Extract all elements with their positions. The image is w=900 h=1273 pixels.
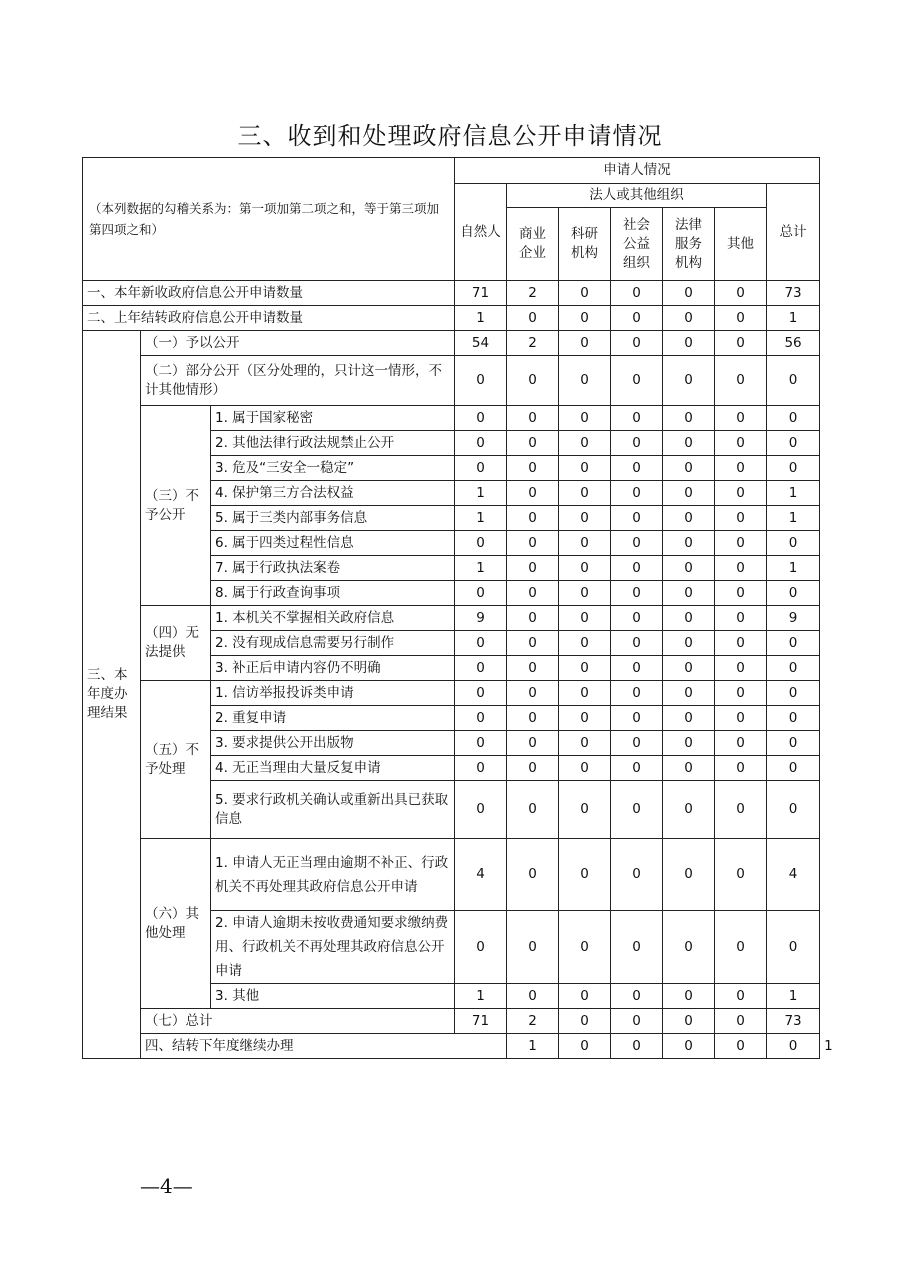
cell-value: 0 [767, 431, 820, 456]
cell-value: 9 [767, 606, 820, 631]
cell-value: 2 [507, 281, 559, 306]
cell-value: 0 [455, 731, 507, 756]
header-social: 社会公益组织 [611, 208, 663, 281]
cell-value: 0 [559, 606, 611, 631]
cell-value: 0 [507, 306, 559, 331]
cell-value: 0 [715, 756, 767, 781]
cell-value: 1 [507, 1034, 559, 1059]
cell-value: 0 [559, 984, 611, 1009]
cell-value: 0 [507, 984, 559, 1009]
cell-value: 0 [715, 1009, 767, 1034]
cell-value: 2 [507, 331, 559, 356]
cell-value: 0 [507, 839, 559, 911]
cell-value: 0 [715, 581, 767, 606]
cell-value: 0 [611, 281, 663, 306]
cell-value: 0 [663, 531, 715, 556]
cell-value: 1 [767, 481, 820, 506]
item-label: 3. 要求提供公开出版物 [211, 731, 455, 756]
cell-value: 1 [455, 506, 507, 531]
cell-value: 0 [715, 456, 767, 481]
cell-value: 0 [559, 1009, 611, 1034]
cell-value: 0 [507, 911, 559, 984]
cell-value: 54 [455, 331, 507, 356]
government-info-table: （本列数据的勾稽关系为：第一项加第二项之和，等于第三项加第四项之和） 申请人情况 自然人 法人或其他组织 总计 商业企业 科研机构 社会公益组织 法律服务机构 其他 一、本年新收政府信息公开申请数量 71 2 0 0 0 0 73 二、上年结转政府信息公开申请数量 1 0 0 0 0 0 1 三、本年度办理结果 （一）予以公开 54 2 0 0 0 0 56 （二）部分公开（区分处理的，只计这一情形，不计其他情形） 0 0 0 0 0 0 0 （三）不予公开 1. 属于国家秘密 0 0 0 0 0 0 0 2. 其他法律行政法规禁止公开 0 0 0 0 0 0 0 3. 危及“三安全一稳定” 0 0 0 0 0 0 0 4. 保护第三方合法权益 1 0 0 0 0 0 1 5. 属于三类内部事务信息 1 0 0 0 0 0 1 6. 属于四类过程性信息 0 0 0 0 0 0 0 7. 属于行政执法案卷 1 0 0 0 0 0 1 8. 属于行政查询事项 0 0 0 0 0 0 0 （四）无法提供 1. 本机关不掌握相关政府信息 9 0 0 0 0 0 9 2. 没有现成信息需要另行制作 0 0 0 0 0 0 0 3. 补正后申请内容仍不明确 0 0 0 0 0 0 0 （五）不予处理 1. 信访举报投诉类申请 0 0 0 0 0 0 0 2. 重复申请 0 0 0 0 0 0 0 3. 要求提供公开出版物 0 0 0 0 0 0 0 4. 无正当理由大量反复申请 0 0 0 0 0 0 0 5. 要求行政机关确认或重新出具已获取信息 0 0 0 0 0 0 0 （六）其他处理 1. 申请人无正当理由逾期不补正、行政机关不再处理其政府信息公开申请 4 0 0 0 0 0 4 2. 申请人逾期未按收费通知要求缴纳费用、行政机关不再处理其政府信息公开申请 0 0 0 0 0 0 0 3. 其他 1 0 0 0 0 0 1 （七）总计 71 2 0 0 0 0 73 四、结转下年度继续办理 1 0 0 0 0 0 1 [82, 157, 820, 1059]
cell-value: 0 [715, 331, 767, 356]
cell-value: 0 [611, 706, 663, 731]
item-label: 3. 其他 [211, 984, 455, 1009]
cell-value: 0 [767, 356, 820, 406]
cell-value: 0 [767, 456, 820, 481]
cell-value: 0 [611, 681, 663, 706]
cell-value: 0 [663, 456, 715, 481]
cell-value: 0 [611, 731, 663, 756]
cell-value: 0 [611, 1009, 663, 1034]
page-number: —4— [140, 1174, 193, 1198]
cell-value: 0 [559, 506, 611, 531]
cell-value: 0 [507, 406, 559, 431]
cell-value: 0 [715, 356, 767, 406]
cell-value: 1 [767, 984, 820, 1009]
cell-value: 0 [559, 356, 611, 406]
cell-value: 0 [767, 731, 820, 756]
cell-value: 0 [611, 331, 663, 356]
cell-value: 0 [611, 781, 663, 839]
header-natural-person: 自然人 [455, 184, 507, 281]
row-label: 四、结转下年度继续办理 [141, 1034, 507, 1059]
cell-value: 0 [507, 781, 559, 839]
item-label: 4. 无正当理由大量反复申请 [211, 756, 455, 781]
cell-value: 73 [767, 281, 820, 306]
cell-value: 0 [507, 456, 559, 481]
cell-value: 0 [611, 581, 663, 606]
cell-value: 0 [663, 656, 715, 681]
header-other: 其他 [715, 208, 767, 281]
header-total: 总计 [767, 184, 820, 281]
cell-value: 0 [611, 406, 663, 431]
cell-value: 0 [559, 406, 611, 431]
cell-value: 0 [611, 306, 663, 331]
cell-value: 0 [663, 1009, 715, 1034]
item-label: 4. 保护第三方合法权益 [211, 481, 455, 506]
cell-value: 0 [715, 556, 767, 581]
header-research: 科研机构 [559, 208, 611, 281]
cell-value: 0 [767, 631, 820, 656]
cell-value: 0 [611, 431, 663, 456]
cell-value: 4 [455, 839, 507, 911]
cell-value: 0 [767, 1034, 820, 1059]
cell-value: 0 [611, 656, 663, 681]
cell-value: 0 [767, 531, 820, 556]
cell-value: 0 [663, 839, 715, 911]
cell-value: 0 [715, 911, 767, 984]
cell-value: 0 [715, 281, 767, 306]
cell-value: 0 [559, 481, 611, 506]
cell-value: 0 [455, 756, 507, 781]
cell-value: 0 [767, 756, 820, 781]
item-label: 1. 属于国家秘密 [211, 406, 455, 431]
cell-value: 4 [767, 839, 820, 911]
cell-value: 0 [663, 281, 715, 306]
cell-value: 0 [455, 706, 507, 731]
cell-value: 0 [611, 839, 663, 911]
cell-value: 0 [559, 431, 611, 456]
cell-value: 0 [663, 781, 715, 839]
cell-value: 0 [507, 631, 559, 656]
cell-value: 0 [455, 531, 507, 556]
cell-value: 0 [663, 606, 715, 631]
cell-value: 0 [767, 911, 820, 984]
cell-value: 0 [715, 481, 767, 506]
cell-value: 0 [715, 306, 767, 331]
group-label: （五）不予处理 [141, 681, 211, 839]
group-label: （四）无法提供 [141, 606, 211, 681]
cell-value: 1 [455, 481, 507, 506]
cell-value: 0 [455, 356, 507, 406]
group-label: （六）其他处理 [141, 839, 211, 1009]
item-label: 5. 要求行政机关确认或重新出具已获取信息 [211, 781, 455, 839]
cell-value: 0 [559, 839, 611, 911]
cell-value: 2 [507, 1009, 559, 1034]
item-label: 2. 其他法律行政法规禁止公开 [211, 431, 455, 456]
cell-value: 0 [663, 306, 715, 331]
cell-value: 56 [767, 331, 820, 356]
cell-value: 0 [559, 731, 611, 756]
cell-value: 0 [559, 781, 611, 839]
cell-value: 0 [559, 656, 611, 681]
cell-value: 0 [767, 581, 820, 606]
cell-value: 0 [767, 706, 820, 731]
item-label: 7. 属于行政执法案卷 [211, 556, 455, 581]
cell-value: 0 [663, 506, 715, 531]
cell-value: 9 [455, 606, 507, 631]
section-3-label: 三、本年度办理结果 [83, 331, 141, 1059]
item-label: 5. 属于三类内部事务信息 [211, 506, 455, 531]
cell-value: 0 [715, 531, 767, 556]
header-applicant: 申请人情况 [455, 158, 820, 184]
cell-value: 0 [663, 631, 715, 656]
cell-value: 0 [715, 506, 767, 531]
cell-value: 0 [715, 706, 767, 731]
row-label: （二）部分公开（区分处理的，只计这一情形，不计其他情形） [141, 356, 455, 406]
header-legal-group: 法人或其他组织 [507, 184, 767, 208]
cell-value: 0 [559, 306, 611, 331]
cell-value: 0 [663, 581, 715, 606]
row-label: （一）予以公开 [141, 331, 455, 356]
cell-value: 0 [559, 911, 611, 984]
cell-value: 0 [767, 681, 820, 706]
cell-value: 0 [559, 331, 611, 356]
cell-value: 0 [611, 911, 663, 984]
cell-value: 0 [663, 1034, 715, 1059]
cell-value: 0 [455, 681, 507, 706]
cell-value: 71 [455, 281, 507, 306]
row-label: 一、本年新收政府信息公开申请数量 [83, 281, 455, 306]
cell-value: 0 [715, 431, 767, 456]
cell-value: 0 [611, 481, 663, 506]
cell-value: 0 [611, 984, 663, 1009]
item-label: 6. 属于四类过程性信息 [211, 531, 455, 556]
cell-value: 0 [611, 1034, 663, 1059]
cell-value: 0 [611, 506, 663, 531]
cell-value: 0 [663, 731, 715, 756]
cell-value: 0 [767, 781, 820, 839]
cell-value: 0 [507, 581, 559, 606]
cell-value: 0 [663, 556, 715, 581]
cell-value: 0 [611, 456, 663, 481]
cell-value: 73 [767, 1009, 820, 1034]
item-label: 1. 申请人无正当理由逾期不补正、行政机关不再处理其政府信息公开申请 [211, 839, 455, 911]
cell-value: 0 [559, 631, 611, 656]
cell-value: 0 [507, 706, 559, 731]
item-label: 2. 申请人逾期未按收费通知要求缴纳费用、行政机关不再处理其政府信息公开申请 [211, 911, 455, 984]
item-label: 1. 本机关不掌握相关政府信息 [211, 606, 455, 631]
cell-value: 0 [611, 756, 663, 781]
cell-value: 0 [507, 606, 559, 631]
cell-value: 0 [715, 681, 767, 706]
cell-value: 0 [455, 431, 507, 456]
cell-value: 0 [663, 681, 715, 706]
cell-value: 0 [559, 281, 611, 306]
cell-value: 0 [559, 706, 611, 731]
cell-value: 0 [455, 656, 507, 681]
cell-value: 0 [507, 681, 559, 706]
cell-value: 0 [507, 431, 559, 456]
cell-value: 0 [663, 984, 715, 1009]
item-label: 1. 信访举报投诉类申请 [211, 681, 455, 706]
header-note: （本列数据的勾稽关系为：第一项加第二项之和，等于第三项加第四项之和） [83, 158, 455, 281]
cell-value: 0 [559, 1034, 611, 1059]
cell-value: 0 [767, 656, 820, 681]
cell-value: 1 [767, 306, 820, 331]
cell-value: 1 [455, 556, 507, 581]
header-business: 商业企业 [507, 208, 559, 281]
cell-value: 0 [663, 911, 715, 984]
cell-value: 0 [559, 556, 611, 581]
cell-value: 0 [715, 406, 767, 431]
cell-value: 1 [767, 556, 820, 581]
cell-value: 0 [559, 531, 611, 556]
cell-value: 0 [559, 456, 611, 481]
cell-value: 0 [507, 656, 559, 681]
cell-value: 0 [507, 556, 559, 581]
cell-value: 0 [455, 406, 507, 431]
cell-value: 0 [559, 756, 611, 781]
cell-value: 0 [715, 631, 767, 656]
cell-value: 0 [455, 911, 507, 984]
cell-value: 0 [507, 756, 559, 781]
cell-value: 0 [715, 839, 767, 911]
cell-value: 71 [455, 1009, 507, 1034]
cell-value: 1 [455, 984, 507, 1009]
cell-value: 1 [767, 506, 820, 531]
cell-value: 0 [663, 331, 715, 356]
cell-value: 0 [559, 681, 611, 706]
cell-value: 0 [611, 606, 663, 631]
item-label: 8. 属于行政查询事项 [211, 581, 455, 606]
cell-value: 0 [611, 556, 663, 581]
cell-value: 0 [507, 356, 559, 406]
cell-value: 0 [663, 706, 715, 731]
cell-value: 0 [663, 481, 715, 506]
cell-value: 0 [611, 531, 663, 556]
cell-value: 0 [715, 656, 767, 681]
cell-value: 0 [663, 406, 715, 431]
item-label: 2. 没有现成信息需要另行制作 [211, 631, 455, 656]
cell-value: 0 [455, 456, 507, 481]
page-title: 三、收到和处理政府信息公开申请情况 [237, 122, 663, 150]
cell-value: 0 [507, 731, 559, 756]
cell-value: 0 [715, 1034, 767, 1059]
cell-value: 0 [611, 356, 663, 406]
item-label: 3. 补正后申请内容仍不明确 [211, 656, 455, 681]
cell-value: 0 [663, 356, 715, 406]
cell-value: 0 [767, 406, 820, 431]
cell-value: 0 [507, 531, 559, 556]
group-label: （三）不予公开 [141, 406, 211, 606]
cell-value: 0 [715, 781, 767, 839]
row-label: （七）总计 [141, 1009, 455, 1034]
cell-value: 0 [455, 781, 507, 839]
header-legal-service: 法律服务机构 [663, 208, 715, 281]
cell-value: 0 [507, 481, 559, 506]
cell-value: 0 [611, 631, 663, 656]
item-label: 3. 危及“三安全一稳定” [211, 456, 455, 481]
cell-value: 0 [455, 581, 507, 606]
cell-value: 0 [715, 606, 767, 631]
cell-value: 1 [455, 306, 507, 331]
item-label: 2. 重复申请 [211, 706, 455, 731]
cell-value: 0 [663, 756, 715, 781]
row-label: 二、上年结转政府信息公开申请数量 [83, 306, 455, 331]
cell-value: 0 [559, 581, 611, 606]
cell-value: 0 [715, 984, 767, 1009]
cell-value: 0 [455, 631, 507, 656]
cell-value: 0 [715, 731, 767, 756]
cell-value: 0 [507, 506, 559, 531]
cell-value: 0 [663, 431, 715, 456]
